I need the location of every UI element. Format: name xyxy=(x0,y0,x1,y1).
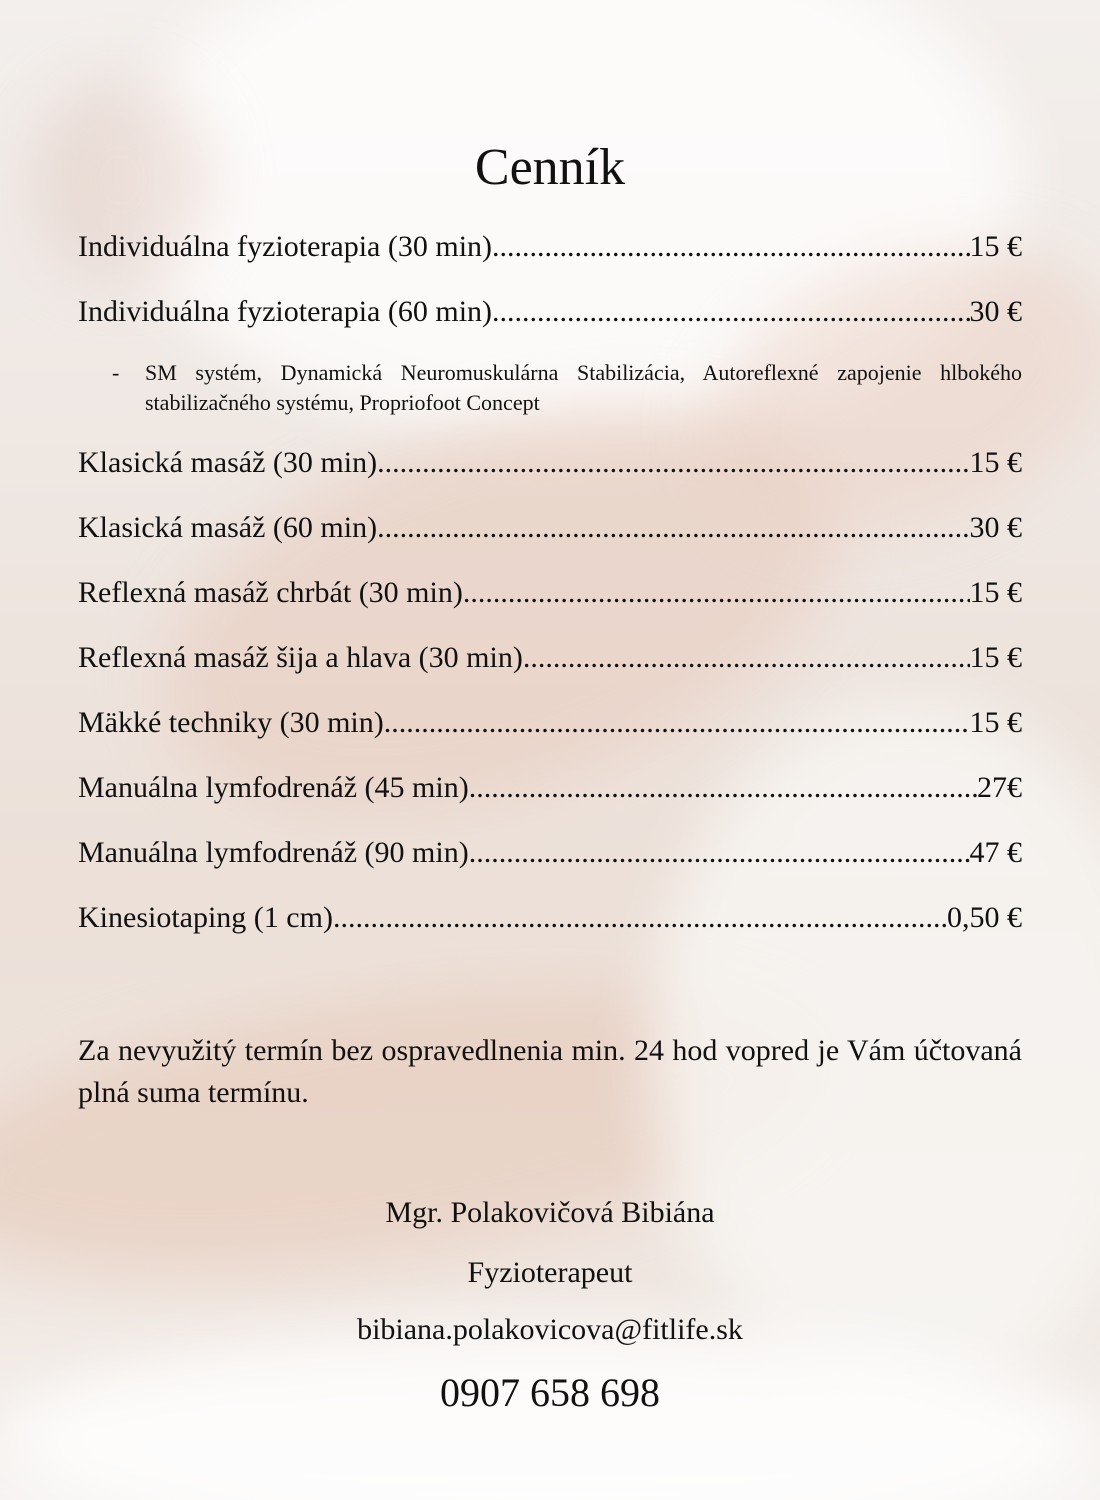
service-price: 27€ xyxy=(977,771,1022,804)
leader-dots xyxy=(463,575,970,611)
methods-note xyxy=(112,358,1022,418)
service-label: Individuálna fyzioterapia (30 min) xyxy=(78,230,493,263)
service-label: Individuálna fyzioterapia (60 min) xyxy=(78,295,493,328)
leader-dots xyxy=(377,445,969,481)
service-price: 47 € xyxy=(969,836,1022,869)
leader-dots xyxy=(469,770,977,806)
price-row xyxy=(78,229,1022,265)
service-price: 15 € xyxy=(969,706,1022,739)
service-label: Reflexná masáž šija a hlava (30 min) xyxy=(78,641,523,674)
leader-dots xyxy=(492,229,969,265)
contact-name: Mgr. Polakovičová Bibiána xyxy=(385,1196,715,1229)
leader-dots xyxy=(492,294,969,330)
methods-text: SM systém, Dynamická Neuromuskulárna Stabilizácia, Autoreflexné zapojenie hlbokého stabilizačného systému, Propriofoot Concept xyxy=(145,360,1022,415)
price-row xyxy=(78,575,1022,611)
price-row xyxy=(78,510,1022,546)
leader-dots xyxy=(333,900,947,936)
leader-dots xyxy=(469,835,970,871)
service-price: 30 € xyxy=(969,511,1022,544)
price-row xyxy=(78,294,1022,330)
bullet-dash: - xyxy=(112,360,120,385)
cancellation-policy: Za nevyužitý termín bez ospravedlnenia min. 24 hod vopred je Vám účtovaná plná suma termínu. xyxy=(78,1034,1022,1109)
service-label: Manuálna lymfodrenáž (90 min) xyxy=(78,836,469,869)
service-price: 15 € xyxy=(969,576,1022,609)
service-price: 15 € xyxy=(969,641,1022,674)
price-row xyxy=(78,770,1022,806)
service-label: Kinesiotaping (1 cm) xyxy=(78,901,333,934)
service-label: Mäkké techniky (30 min) xyxy=(78,706,384,739)
service-label: Reflexná masáž chrbát (30 min) xyxy=(78,576,463,609)
service-price: 0,50 € xyxy=(947,901,1022,934)
service-price: 15 € xyxy=(969,446,1022,479)
price-row xyxy=(78,835,1022,871)
price-row xyxy=(78,705,1022,741)
price-row xyxy=(78,445,1022,481)
leader-dots xyxy=(523,640,970,676)
leader-dots xyxy=(377,510,969,546)
contact-role: Fyzioterapeut xyxy=(467,1256,633,1289)
contact-phone[interactable]: 0907 658 698 xyxy=(440,1370,660,1415)
contact-email[interactable]: bibiana.polakovicova@fitlife.sk xyxy=(357,1313,743,1346)
service-label: Klasická masáž (30 min) xyxy=(78,446,378,479)
service-price: 15 € xyxy=(969,230,1022,263)
price-row xyxy=(78,900,1022,936)
price-row xyxy=(78,640,1022,676)
service-label: Manuálna lymfodrenáž (45 min) xyxy=(78,771,469,804)
page-title: Cenník xyxy=(474,139,626,196)
service-price: 30 € xyxy=(969,295,1022,328)
service-label: Klasická masáž (60 min) xyxy=(78,511,378,544)
leader-dots xyxy=(384,705,970,741)
